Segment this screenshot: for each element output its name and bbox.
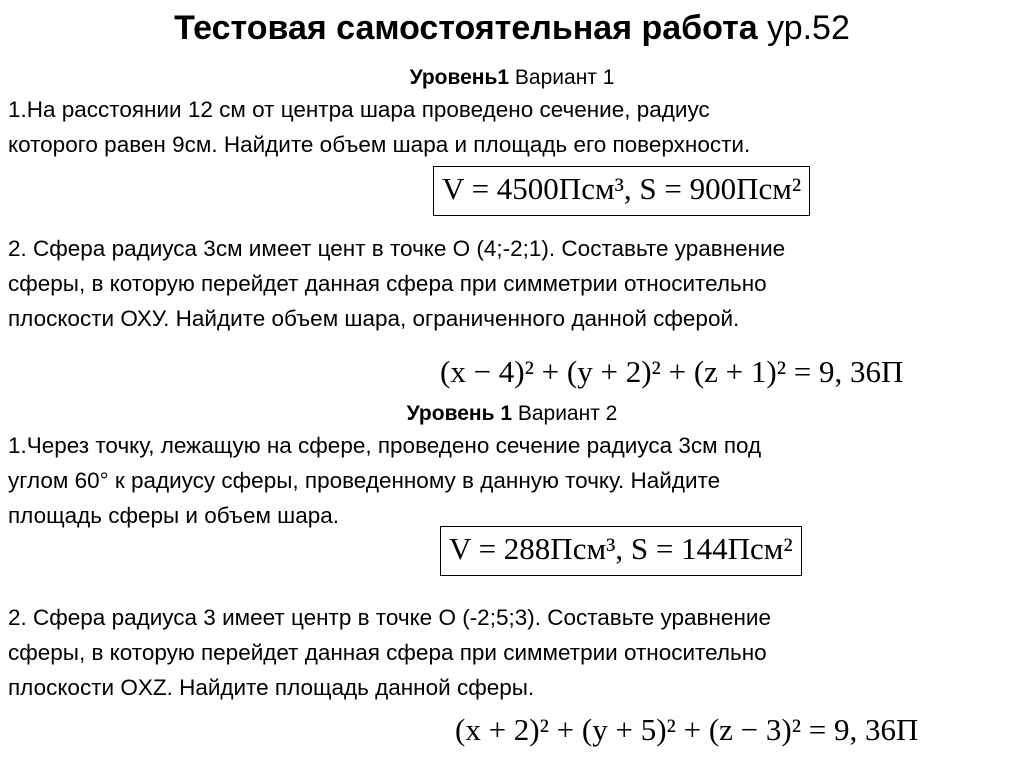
page-title bbox=[0, 6, 1024, 50]
task-line: 2. Сфера радиуса 3см имеет цент в точке О (4;-2;1). Составьте уравнение bbox=[8, 236, 786, 261]
formula-text: (x + 2)² + (y + 5)² + (z − 3)² = 9, 36П bbox=[455, 712, 919, 747]
task-line: площадь сферы и объем шара. bbox=[8, 503, 340, 528]
task-line: углом 60° к радиусу сферы, проведенному в данную точку. Найдите bbox=[8, 468, 721, 493]
task-line: плоскости ОXZ. Найдите площадь данной сферы. bbox=[8, 675, 535, 700]
task-line: 1.На расстоянии 12 см от центра шара проведено сечение, радиус bbox=[8, 97, 710, 122]
formula-text: (x − 4)² + (y + 2)² + (z + 1)² = 9, 36П bbox=[440, 354, 904, 389]
variant-1-label: Вариант 1 bbox=[509, 66, 615, 89]
variant-1-level: Уровень1 bbox=[409, 66, 510, 89]
variant-1-task-1-answer bbox=[433, 166, 810, 216]
variant-2-task-1 bbox=[8, 428, 1008, 533]
task-line: сферы, в которую перейдет данная сфера при симметрии относительно bbox=[8, 640, 767, 665]
variant-2-heading bbox=[0, 400, 1024, 428]
page-title-suffix: ур.52 bbox=[757, 9, 850, 47]
variant-2-task-2-answer bbox=[455, 710, 918, 750]
variant-1-task-2 bbox=[8, 231, 1008, 336]
formula-text: V = 288Псм³, S = 144Псм² bbox=[449, 531, 793, 566]
task-line: 2. Сфера радиуса 3 имеет центр в точке О (-2;5;3). Составьте уравнение bbox=[8, 605, 771, 630]
variant-1-task-2-answer bbox=[440, 352, 903, 392]
variant-2-task-1-answer bbox=[440, 526, 802, 576]
variant-2-level: Уровень 1 bbox=[406, 402, 512, 425]
formula-text: V = 4500Псм³, S = 900Псм² bbox=[442, 171, 802, 206]
task-line: 1.Через точку, лежащую на сфере, проведено сечение радиуса 3см под bbox=[8, 433, 762, 458]
variant-2-task-2 bbox=[8, 600, 1008, 705]
variant-1-heading bbox=[0, 64, 1024, 92]
task-line: сферы, в которую перейдет данная сфера при симметрии относительно bbox=[8, 271, 767, 296]
page-title-main: Тестовая самостоятельная работа bbox=[174, 9, 758, 47]
task-line: которого равен 9см. Найдите объем шара и площадь его поверхности. bbox=[8, 132, 751, 157]
task-line: плоскости ОХУ. Найдите объем шара, ограниченного данной сферой. bbox=[8, 306, 740, 331]
variant-2-label: Вариант 2 bbox=[512, 402, 618, 425]
variant-1-task-1 bbox=[8, 92, 1008, 162]
